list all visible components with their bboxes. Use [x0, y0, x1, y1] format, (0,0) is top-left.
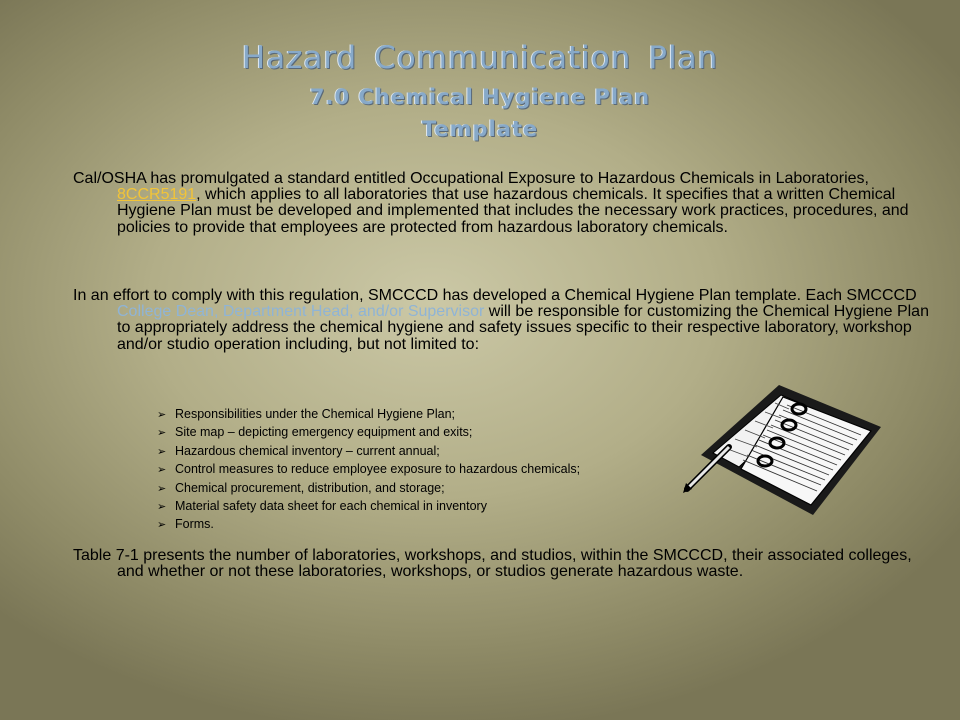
paragraph-osha-standard — [73, 171, 937, 236]
bullet-arrow-icon: ➢ — [157, 482, 167, 495]
bullet-arrow-icon: ➢ — [157, 427, 167, 440]
paragraph-table-intro: Table 7-1 presents the number of laboratories, workshops, and studios, within the SMCCCD, their associated colleges, and whether or not these laboratories, workshops, or studios generate hazardous waste. — [73, 547, 912, 581]
list-item: ➢ Site map – depicting emergency equipment and exits; — [157, 423, 580, 441]
list-item: ➢ Hazardous chemical inventory – current annual; — [157, 442, 580, 460]
bullet-arrow-icon: ➢ — [157, 500, 167, 513]
requirements-list — [157, 405, 580, 534]
paragraph-text: In an effort to comply with this regulation, SMCCCD has developed a Chemical Hygiene Plan template. Each SMCCCD — [73, 287, 917, 304]
slide-subtitle: 7.0 Chemical Hygiene Plan — [309, 85, 651, 109]
bullet-arrow-icon: ➢ — [157, 464, 167, 477]
paragraph-text: , which applies to all laboratories that use hazardous chemicals. It specifies that a written Chemical Hygiene Plan must be developed and implemented that includes the necessary work practices, procedures, and policies to provide that employees are protected from hazardous laboratory chemicals. — [117, 186, 909, 236]
paragraph-text: Cal/OSHA has promulgated a standard entitled Occupational Exposure to Hazardous Chemicals in Laboratories, — [73, 170, 869, 187]
responsible-parties-text: College Dean, Department Head, and/or Supervisor — [117, 303, 485, 321]
list-item: ➢ Material safety data sheet for each chemical in inventory — [157, 497, 580, 515]
list-item: ➢ Chemical procurement, distribution, and storage; — [157, 479, 580, 497]
paragraph-text: will be responsible for customizing the Chemical Hygiene Plan to appropriately address the chemical hygiene and safety issues specific to their respective laboratory, workshop and/or studio operation including, but not limited to: — [117, 303, 929, 353]
list-item: ➢ Control measures to reduce employee exposure to hazardous chemicals; — [157, 460, 580, 478]
slide-subtitle-template: Template — [421, 117, 539, 141]
paragraph-compliance — [73, 288, 937, 353]
notebook-clipart — [683, 383, 883, 523]
bullet-arrow-icon: ➢ — [157, 409, 167, 421]
slide-title: Hazard Communication Plan — [241, 40, 719, 76]
regulation-link[interactable]: 8CCR5191 — [117, 186, 197, 204]
list-item: ➢ Responsibilities under the Chemical Hygiene Plan; — [157, 405, 580, 423]
list-item: ➢ Forms. — [157, 515, 580, 533]
bullet-arrow-icon: ➢ — [157, 445, 167, 458]
bullet-arrow-icon: ➢ — [157, 519, 167, 532]
